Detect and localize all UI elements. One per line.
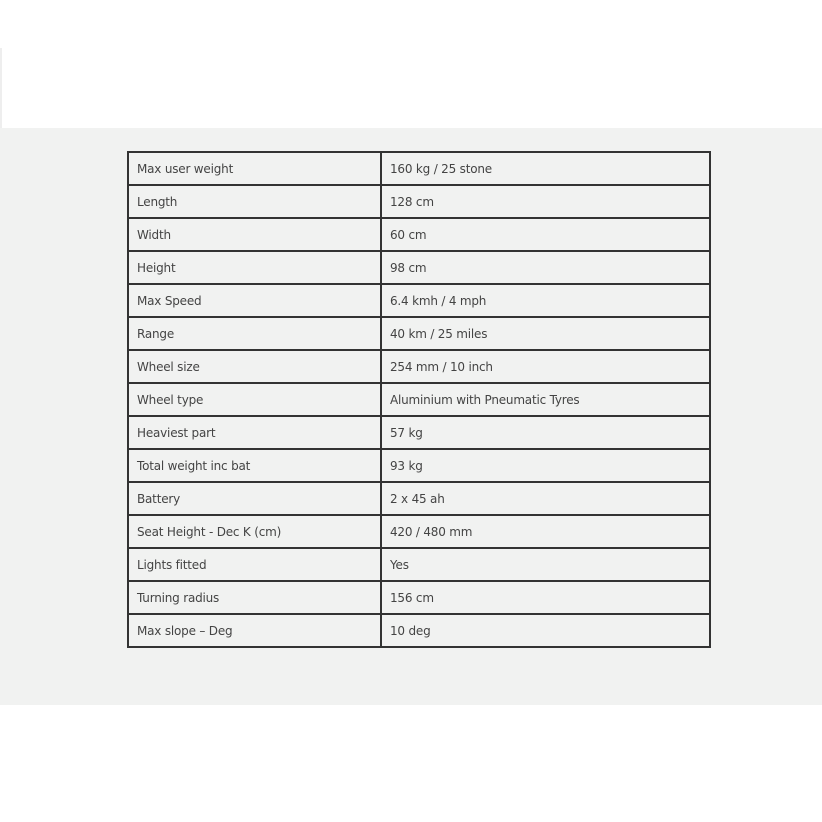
spec-value: 2 x 45 ah — [381, 482, 710, 515]
spec-label: Seat Height - Dec K (cm) — [128, 515, 381, 548]
spec-value: 60 cm — [381, 218, 710, 251]
spec-value: 10 deg — [381, 614, 710, 647]
table-row — [128, 482, 710, 515]
spec-value: 156 cm — [381, 581, 710, 614]
table-row — [128, 317, 710, 350]
spec-label: Wheel size — [128, 350, 381, 383]
spec-label: Length — [128, 185, 381, 218]
spec-label: Max user weight — [128, 152, 381, 185]
spec-value: 128 cm — [381, 185, 710, 218]
table-row — [128, 515, 710, 548]
spec-value: Aluminium with Pneumatic Tyres — [381, 383, 710, 416]
spec-label: Total weight inc bat — [128, 449, 381, 482]
spec-value: 160 kg / 25 stone — [381, 152, 710, 185]
spec-label: Wheel type — [128, 383, 381, 416]
spec-label: Height — [128, 251, 381, 284]
table-row — [128, 383, 710, 416]
spec-label: Max slope – Deg — [128, 614, 381, 647]
spec-label: Lights fitted — [128, 548, 381, 581]
spec-label: Range — [128, 317, 381, 350]
table-row — [128, 185, 710, 218]
spec-value: Yes — [381, 548, 710, 581]
table-row — [128, 614, 710, 647]
spec-label: Heaviest part — [128, 416, 381, 449]
table-row — [128, 218, 710, 251]
spec-value: 57 kg — [381, 416, 710, 449]
table-row — [128, 449, 710, 482]
spec-value: 6.4 kmh / 4 mph — [381, 284, 710, 317]
table-row — [128, 416, 710, 449]
spec-value: 420 / 480 mm — [381, 515, 710, 548]
spec-value: 93 kg — [381, 449, 710, 482]
table-row — [128, 284, 710, 317]
table-row — [128, 548, 710, 581]
spec-value: 254 mm / 10 inch — [381, 350, 710, 383]
specification-table — [127, 151, 711, 648]
top-header — [0, 0, 822, 128]
table-row — [128, 251, 710, 284]
spec-value: 40 km / 25 miles — [381, 317, 710, 350]
table-row — [128, 350, 710, 383]
spec-value: 98 cm — [381, 251, 710, 284]
table-row — [128, 152, 710, 185]
spec-label: Max Speed — [128, 284, 381, 317]
spec-label: Width — [128, 218, 381, 251]
specification-table-body — [128, 152, 710, 647]
spec-label: Battery — [128, 482, 381, 515]
spec-label: Turning radius — [128, 581, 381, 614]
table-row — [128, 581, 710, 614]
header-edge-divider — [0, 48, 2, 128]
